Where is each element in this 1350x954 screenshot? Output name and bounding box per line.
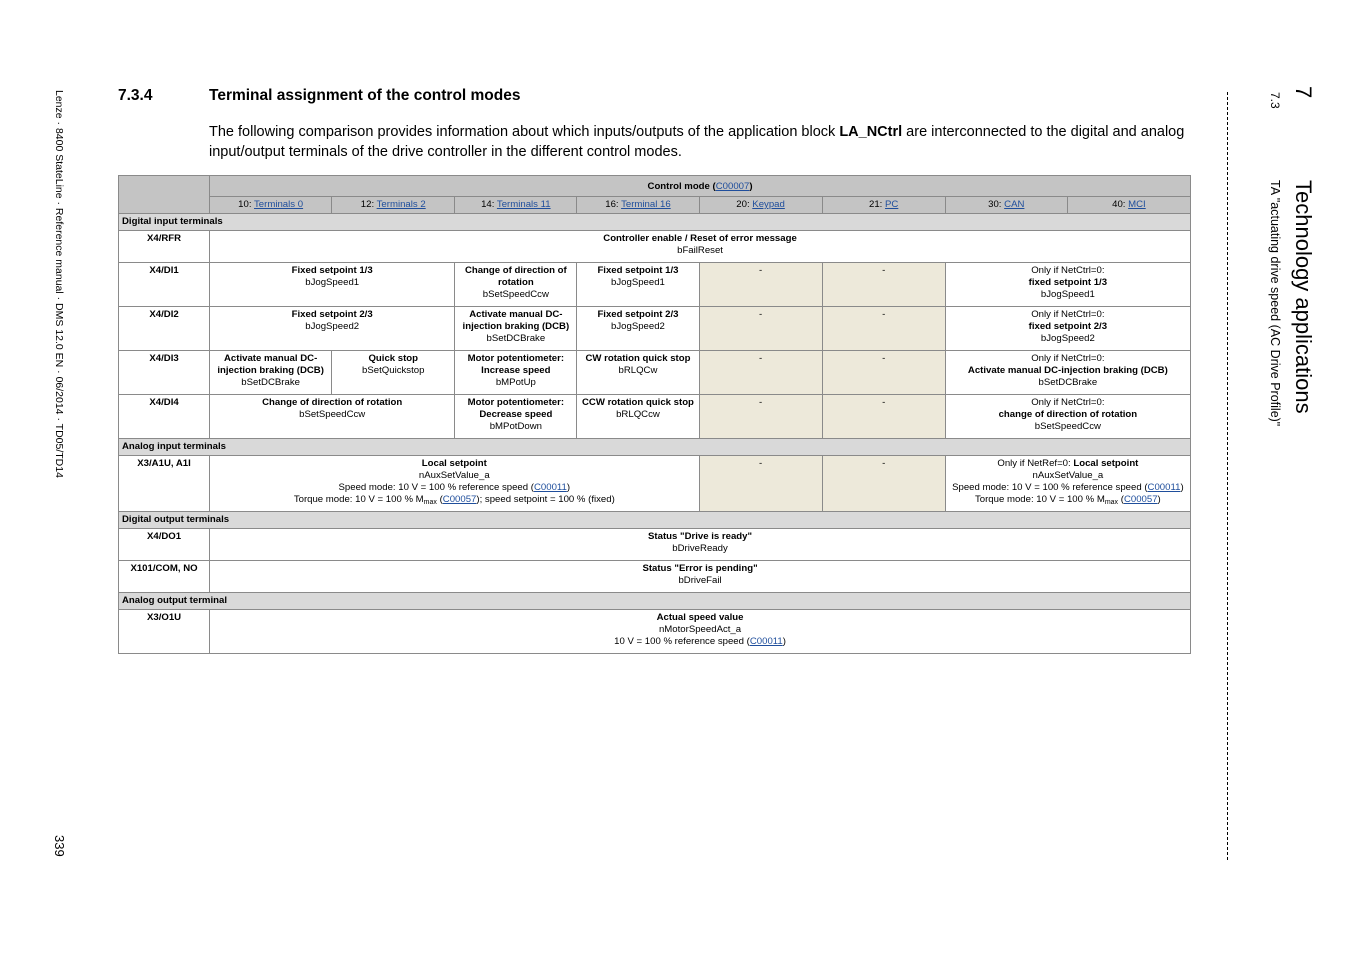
cell-signal: nAuxSetValue_a — [1032, 470, 1104, 481]
cell-title: fixed setpoint 1/3 — [1028, 277, 1108, 288]
code-link-c00057[interactable]: C00057 — [442, 494, 477, 505]
intro-text-end: are interconnected to the digital and analog input/output terminals of the drive controller in the different control modes. — [209, 124, 1185, 160]
text: Torque mode: 10 V = 100 % M — [293, 494, 424, 505]
cell-signal: bSetSpeedCcw — [299, 409, 366, 420]
control-mode-code-link[interactable]: C00007 — [715, 181, 750, 192]
mode-link-mci[interactable]: MCI — [1128, 199, 1146, 210]
table-cell — [210, 351, 332, 395]
cell-title: Controller enable / Reset of error message — [603, 233, 797, 244]
cell-signal: bSetSpeedCcw — [482, 289, 549, 300]
header-row-control-mode — [119, 176, 1191, 197]
table-row — [119, 231, 1191, 263]
table-cell — [332, 351, 455, 395]
text: Speed mode: 10 V = 100 % reference speed ( — [338, 482, 534, 493]
reference-line — [213, 636, 1187, 648]
mode-num: 21: — [869, 199, 886, 210]
text: 10 V = 100 % reference speed ( — [614, 636, 750, 647]
cell-signal: bSetDCBrake — [1038, 377, 1098, 388]
cell-signal: bSetSpeedCcw — [1034, 421, 1101, 432]
mode-link-terminals-2[interactable]: Terminals 2 — [376, 199, 426, 210]
table-row — [119, 561, 1191, 593]
page-number: 339 — [52, 835, 67, 857]
row-label: X4/DI3 — [119, 351, 210, 395]
not-assigned-cell: - — [699, 307, 822, 351]
torque-mode-line — [949, 494, 1187, 506]
text: Speed mode: 10 V = 100 % reference speed ( — [952, 482, 1148, 493]
section-row — [119, 593, 1191, 610]
table-cell — [455, 307, 577, 351]
cell-condition-line — [949, 458, 1187, 470]
cell-signal: bDriveFail — [678, 575, 722, 586]
block-name: LA_NCtrl — [839, 124, 903, 140]
cell-signal: nMotorSpeedAct_a — [658, 624, 742, 635]
mode-link-pc[interactable]: PC — [885, 199, 899, 210]
row-label: X101/COM, NO — [119, 561, 210, 593]
cell-title: Change of direction of rotation — [464, 265, 567, 288]
cell-condition: Only if NetCtrl=0: — [1031, 397, 1105, 408]
mode-num: 16: — [605, 199, 622, 210]
section-analog-input: Analog input terminals — [119, 439, 1191, 456]
table-cell — [577, 351, 699, 395]
footer-document-info: Lenze · 8400 StateLine · Reference manual · DMS 12.0 EN · 06/2014 · TD05/TD14 — [53, 90, 65, 478]
subscript: max — [423, 499, 437, 506]
section-number: 7.3 — [1268, 92, 1282, 109]
chapter-number: 7 — [1291, 86, 1316, 99]
table-cell — [945, 456, 1190, 512]
control-mode-close: ) — [749, 181, 753, 192]
table-row — [119, 351, 1191, 395]
text: ) — [566, 482, 571, 493]
section-row — [119, 439, 1191, 456]
cell-title: CW rotation quick stop — [585, 353, 691, 364]
cell-title: Motor potentiometer: Decrease speed — [467, 397, 565, 420]
table-cell — [455, 263, 577, 307]
table-cell — [210, 529, 1191, 561]
cell-signal: bJogSpeed1 — [611, 277, 665, 288]
table-cell — [210, 395, 455, 439]
speed-mode-line — [949, 482, 1187, 494]
code-link-c00011[interactable]: C00011 — [533, 482, 567, 493]
row-label: X4/DI2 — [119, 307, 210, 351]
cell-condition: Only if NetCtrl=0: — [1031, 309, 1105, 320]
cell-signal: bSetQuickstop — [362, 365, 425, 376]
mode-header-12 — [332, 197, 455, 214]
not-assigned-cell: - — [822, 263, 945, 307]
torque-mode-line — [213, 494, 695, 506]
not-assigned-cell: - — [822, 395, 945, 439]
row-label: X4/DI4 — [119, 395, 210, 439]
text: ); speed setpoint = 100 % (fixed) — [476, 494, 615, 505]
cell-title: Change of direction of rotation — [262, 397, 403, 408]
row-label: X3/O1U — [119, 610, 210, 654]
intro-paragraph — [209, 123, 1199, 162]
mode-link-can[interactable]: CAN — [1004, 199, 1025, 210]
table-cell — [577, 307, 699, 351]
mode-header-16 — [577, 197, 699, 214]
row-label: X4/DO1 — [119, 529, 210, 561]
code-link-c00011[interactable]: C00011 — [1147, 482, 1181, 493]
cell-signal: bMPotDown — [489, 421, 542, 432]
cell-signal: bFailReset — [677, 245, 723, 256]
mode-header-30 — [945, 197, 1067, 214]
table-cell — [945, 395, 1190, 439]
cell-condition: Only if NetCtrl=0: — [1031, 265, 1105, 276]
text: Torque mode: 10 V = 100 % M — [974, 494, 1105, 505]
table-row — [119, 307, 1191, 351]
control-mode-header — [210, 176, 1191, 197]
section-digital-input: Digital input terminals — [119, 214, 1191, 231]
table-cell — [210, 456, 699, 512]
section-analog-output: Analog output terminal — [119, 593, 1191, 610]
mode-link-terminals-11[interactable]: Terminals 11 — [496, 199, 551, 210]
table-cell — [210, 610, 1191, 654]
cell-signal: bSetDCBrake — [486, 333, 546, 344]
mode-header-14 — [455, 197, 577, 214]
cell-signal: bJogSpeed2 — [1040, 333, 1095, 344]
cell-title: Local setpoint — [421, 458, 487, 469]
cell-signal: bDriveReady — [672, 543, 728, 554]
cell-signal: bRLQCw — [618, 365, 658, 376]
row-label: X4/RFR — [119, 231, 210, 263]
mode-link-keypad[interactable]: Keypad — [752, 199, 785, 210]
table-cell — [210, 231, 1191, 263]
table-cell — [210, 263, 455, 307]
chapter-title: Technology applications — [1291, 180, 1316, 414]
cell-title: Motor potentiometer: Increase speed — [467, 353, 565, 376]
cell-signal: bJogSpeed1 — [1040, 289, 1095, 300]
row-label: X3/A1U, A1I — [119, 456, 210, 512]
cell-title: Status "Error is pending" — [642, 563, 758, 574]
section-row — [119, 214, 1191, 231]
table-cell — [455, 395, 577, 439]
cell-title: Local setpoint — [1073, 458, 1139, 469]
table-cell — [455, 351, 577, 395]
table-row — [119, 263, 1191, 307]
mode-link-terminals-0[interactable]: Terminals 0 — [254, 199, 304, 210]
text: ) — [1157, 494, 1161, 505]
not-assigned-cell: - — [822, 351, 945, 395]
cell-title: Activate manual DC-injection braking (DCB) — [967, 365, 1168, 376]
cell-signal: bJogSpeed1 — [305, 277, 360, 288]
cell-signal: bJogSpeed2 — [305, 321, 360, 332]
text: ( — [1118, 494, 1124, 505]
table-cell — [945, 307, 1190, 351]
mode-num: 30: — [988, 199, 1005, 210]
header-blank — [119, 176, 210, 214]
mode-num: 12: — [360, 199, 377, 210]
cell-title: Quick stop — [368, 353, 419, 364]
cell-title: CCW rotation quick stop — [582, 397, 694, 408]
not-assigned-cell: - — [699, 263, 822, 307]
cell-title: Actual speed value — [656, 612, 744, 623]
table-cell — [945, 263, 1190, 307]
section-digital-output: Digital output terminals — [119, 512, 1191, 529]
not-assigned-cell: - — [699, 395, 822, 439]
table-cell — [577, 395, 699, 439]
subscript: max — [1104, 499, 1119, 506]
cell-signal: bJogSpeed2 — [611, 321, 665, 332]
not-assigned-cell: - — [699, 351, 822, 395]
table-cell — [577, 263, 699, 307]
cell-title: Fixed setpoint 2/3 — [291, 309, 373, 320]
table-row — [119, 456, 1191, 512]
heading-number: 7.3.4 — [118, 87, 153, 104]
mode-header-40 — [1067, 197, 1190, 214]
table-cell — [210, 307, 455, 351]
mode-num: 40: — [1112, 199, 1129, 210]
code-link-c00057[interactable]: C00057 — [1123, 494, 1158, 505]
header-row-modes — [119, 197, 1191, 214]
mode-header-21 — [822, 197, 945, 214]
text: ) — [782, 636, 786, 647]
cell-condition: Only if NetRef=0: — [997, 458, 1074, 469]
intro-text: The following comparison provides information about which inputs/outputs of the application block — [209, 124, 840, 140]
table-row — [119, 395, 1191, 439]
mode-link-terminal-16[interactable]: Terminal 16 — [621, 199, 671, 210]
cell-signal: bSetDCBrake — [241, 377, 300, 388]
not-assigned-cell: - — [699, 456, 822, 512]
cell-title: Fixed setpoint 1/3 — [597, 265, 679, 276]
cell-title: change of direction of rotation — [998, 409, 1138, 420]
cell-condition: Only if NetCtrl=0: — [1031, 353, 1105, 364]
table-row — [119, 529, 1191, 561]
text: ) — [1180, 482, 1184, 493]
cell-signal: bRLQCcw — [616, 409, 660, 420]
cell-title: Fixed setpoint 2/3 — [597, 309, 679, 320]
table-cell — [945, 351, 1190, 395]
mode-num: 20: — [736, 199, 753, 210]
cell-title: Fixed setpoint 1/3 — [291, 265, 373, 276]
cell-title: Activate manual DC-injection braking (DCB) — [217, 353, 324, 376]
not-assigned-cell: - — [822, 307, 945, 351]
speed-mode-line — [213, 482, 695, 494]
text: ( — [436, 494, 443, 505]
cell-title: Status "Drive is ready" — [648, 531, 753, 542]
cell-signal: nAuxSetValue_a — [418, 470, 490, 481]
mode-num: 14: — [481, 199, 497, 210]
section-row — [119, 512, 1191, 529]
code-link-c00011[interactable]: C00011 — [749, 636, 783, 647]
mode-header-10 — [210, 197, 332, 214]
not-assigned-cell: - — [822, 456, 945, 512]
mode-num: 10: — [238, 199, 255, 210]
section-title: TA "actuating drive speed (AC Drive Profile)" — [1268, 180, 1282, 427]
control-mode-label: Control mode ( — [647, 181, 716, 192]
cell-title: Activate manual DC-injection braking (DCB) — [462, 309, 570, 332]
cell-title: fixed setpoint 2/3 — [1028, 321, 1108, 332]
row-label: X4/DI1 — [119, 263, 210, 307]
margin-divider — [1227, 92, 1228, 860]
cell-signal: bMPotUp — [495, 377, 536, 388]
terminal-assignment-table — [118, 175, 1191, 654]
table-cell — [210, 561, 1191, 593]
mode-header-20 — [699, 197, 822, 214]
table-row — [119, 610, 1191, 654]
heading-title: Terminal assignment of the control modes — [209, 87, 521, 104]
